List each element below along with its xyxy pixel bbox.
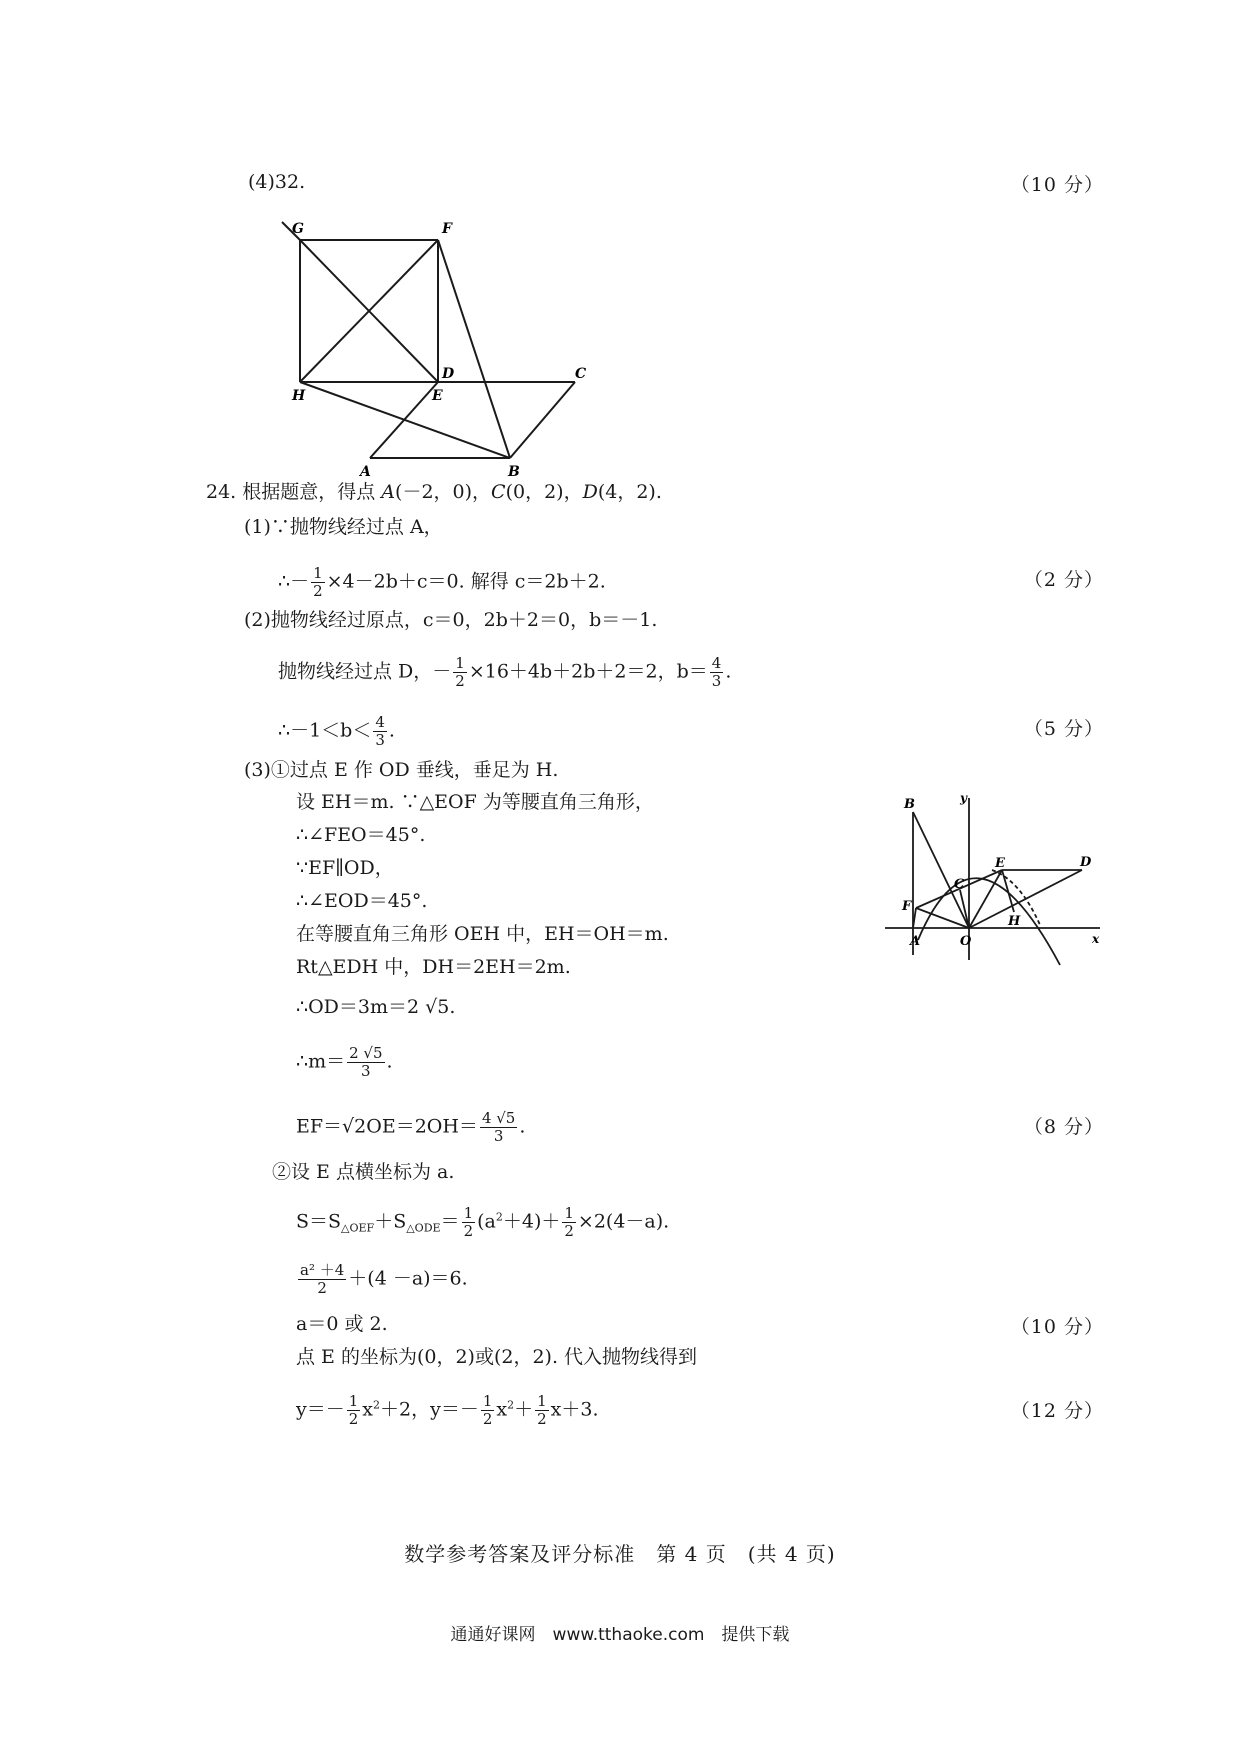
fig1-label-g: G: [292, 221, 304, 237]
q24-part4-line3: $\frac{\text{a² ＋4}}{2}$ ＋(4 －a)＝6.: [300, 1261, 468, 1297]
q24-part3-line4: ∵EF∥OD，: [296, 857, 394, 879]
fig1-label-h: H: [292, 388, 306, 404]
fig2-label-a: A: [910, 934, 921, 949]
q24-part3-line10: EF＝√2OE＝2OH＝ $\frac{4 √5}{3}$ .: [296, 1109, 526, 1145]
q24-part3-line1: (3)①过点 E 作 OD 垂线，垂足为 H.: [244, 759, 559, 781]
fig2-line-oc: [960, 890, 969, 928]
q24-part3-line3: ∴∠FEO＝45°.: [296, 824, 426, 846]
q24-part4-score10: （10 分）: [1010, 1316, 1104, 1338]
part4-score: （10 分）: [1010, 174, 1104, 196]
fig1-label-c: C: [575, 366, 587, 382]
fig2-label-e: E: [995, 856, 1005, 871]
fig2-label-x: x: [1092, 932, 1100, 946]
q24-part3-line2: 设 EH＝m. ∵△EOF 为等腰直角三角形，: [296, 791, 654, 813]
q24-part3-line5: ∴∠EOD＝45°.: [296, 890, 428, 912]
q24-part2-line3: ∴－1＜b＜ $\frac{4}{3}$ .: [278, 713, 395, 749]
q24-part3-line7: Rt△EDH 中，DH＝2EH＝2m.: [296, 956, 571, 978]
q24-part4-score12: （12 分）: [1010, 1400, 1104, 1422]
q24-part4-line4: a＝0 或 2.: [296, 1313, 388, 1335]
q24-part2-score: （5 分）: [1023, 718, 1104, 740]
fig1-label-f: F: [442, 221, 452, 237]
fig1-label-d: D: [442, 366, 455, 382]
fig2-label-o: O: [960, 934, 972, 949]
source-credit: 通通好课网 www.tthaoke.com 提供下载: [450, 1625, 790, 1645]
fig2-label-y: y: [960, 791, 967, 805]
q24-part1-title: (1)∵抛物线经过点 A，: [244, 516, 443, 538]
q24-intro: 24. 根据题意，得点 A(－2，0)，C(0，2)，D(4，2).: [206, 481, 662, 503]
q24-part4-line5: 点 E 的坐标为(0，2)或(2，2). 代入抛物线得到: [296, 1346, 698, 1368]
q24-part2-line1: (2)抛物线经过原点，c＝0，2b＋2＝0，b＝－1.: [244, 609, 658, 631]
q24-part4-line2: $S=S_{\triangle OEF}+S_{\triangle ODE}=$ $\frac{1}{2}$ $(a^2+4)+$ $\frac{1}{2}$ ×2(4－a).: [296, 1204, 670, 1240]
fig1-line-fb: [438, 240, 510, 458]
fig2-label-c: C: [954, 877, 965, 892]
fig1-label-e: E: [432, 388, 443, 404]
fig2-label-h: H: [1008, 914, 1021, 929]
fig2-line-eh: [1002, 870, 1014, 912]
q24-part4-line1: ②设 E 点横坐标为 a.: [272, 1161, 455, 1183]
figure-parabola-coordinate: [880, 790, 1110, 970]
q24-part3-line8: ∴OD＝3m＝2 √5.: [296, 996, 456, 1018]
q24-part4-line6: y＝－ $\frac{1}{2}$ $x^2+2$，y＝－ $\frac{1}{2}$ $x^2+$ $\frac{1}{2}$ x＋3.: [296, 1392, 599, 1428]
fig1-label-a: A: [360, 464, 371, 480]
fig1-line-cb: [510, 382, 575, 458]
fig2-label-d: D: [1080, 855, 1092, 870]
q24-part3-line6: 在等腰直角三角形 OEH 中，EH＝OH＝m.: [296, 923, 669, 945]
fig2-label-b: B: [904, 797, 915, 812]
q24-part1-score: （2 分）: [1023, 569, 1104, 591]
q24-part2-line2: 抛物线经过点 D，－ $\frac{1}{2}$ ×16＋4b＋2b＋2＝2，b＝ $\frac{4}{3}$ .: [278, 654, 732, 690]
part4-label: (4)32.: [248, 171, 306, 193]
q24-part3-line9: ∴m＝ $\frac{2 √5}{3}$ .: [296, 1044, 393, 1080]
fig2-label-f: F: [902, 899, 912, 914]
q24-part1-equation: ∴－ $\frac{1}{2}$ ×4－2b＋c＝0. 解得 c＝2b＋2.: [278, 564, 606, 600]
fig1-line-ae: [370, 382, 438, 458]
page-footer: 数学参考答案及评分标准 第 4 页 (共 4 页): [404, 1542, 836, 1566]
q24-part3-score: （8 分）: [1023, 1116, 1104, 1138]
figure-square-geometry: [270, 200, 600, 480]
fig1-label-b: B: [508, 464, 520, 480]
